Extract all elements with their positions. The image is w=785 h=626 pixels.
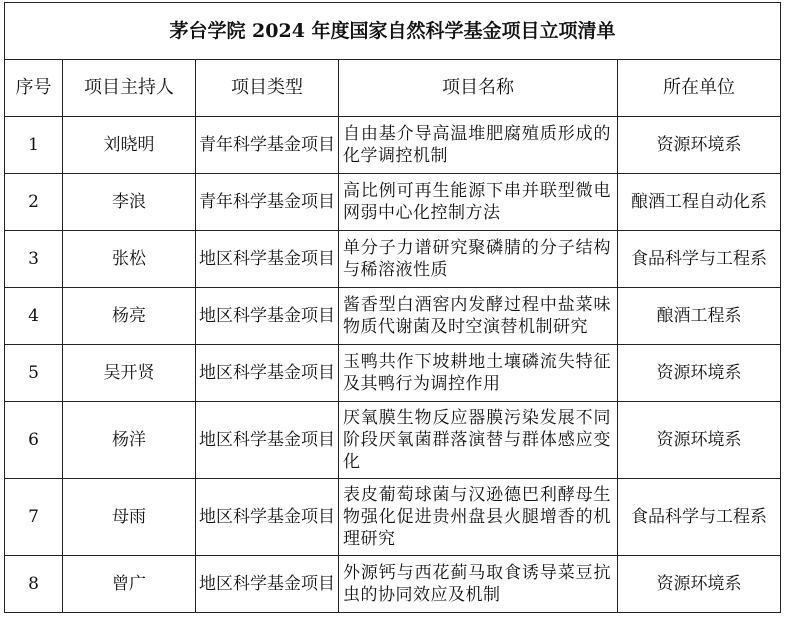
table-row <box>5 402 781 479</box>
row-type: 地区科学基金项目 <box>196 231 339 288</box>
row-seq: 5 <box>5 345 63 402</box>
row-unit: 酿酒工程自动化系 <box>618 174 781 231</box>
row-type: 地区科学基金项目 <box>196 288 339 345</box>
row-project-name <box>339 556 618 613</box>
row-host: 曾广 <box>63 556 196 613</box>
table-row <box>5 479 781 556</box>
row-unit: 资源环境系 <box>618 402 781 479</box>
row-type: 青年科学基金项目 <box>196 117 339 174</box>
row-host: 吴开贤 <box>63 345 196 402</box>
table-row <box>5 174 781 231</box>
row-type: 地区科学基金项目 <box>196 556 339 613</box>
header-unit: 所在单位 <box>618 60 781 117</box>
row-project-name-text: 厌氧膜生物反应器膜污染发展不同阶段厌氧菌群落演替与群体感应变化 <box>343 408 611 472</box>
row-seq: 8 <box>5 556 63 613</box>
row-host: 杨洋 <box>63 402 196 479</box>
row-unit: 食品科学与工程系 <box>618 479 781 556</box>
row-seq: 3 <box>5 231 63 288</box>
row-unit: 食品科学与工程系 <box>618 231 781 288</box>
row-project-name-text: 玉鸭共作下坡耕地土壤磷流失特征及其鸭行为调控作用 <box>343 352 611 394</box>
header-row <box>5 60 781 117</box>
table-row <box>5 345 781 402</box>
row-seq: 2 <box>5 174 63 231</box>
table-title: 茅台学院 2024 年度国家自然科学基金项目立项清单 <box>5 3 781 60</box>
row-project-name <box>339 479 618 556</box>
row-seq: 4 <box>5 288 63 345</box>
table-row <box>5 556 781 613</box>
row-seq: 7 <box>5 479 63 556</box>
row-project-name <box>339 288 618 345</box>
row-project-name-text: 单分子力谱研究聚磷腈的分子结构与稀溶液性质 <box>343 238 611 280</box>
row-host: 母雨 <box>63 479 196 556</box>
row-seq: 6 <box>5 402 63 479</box>
row-project-name <box>339 174 618 231</box>
row-project-name-text: 表皮葡萄球菌与汉逊德巴利酵母生物强化促进贵州盘县火腿增香的机理研究 <box>343 485 611 549</box>
header-seq: 序号 <box>5 60 63 117</box>
row-project-name <box>339 117 618 174</box>
row-unit: 酿酒工程系 <box>618 288 781 345</box>
row-unit: 资源环境系 <box>618 345 781 402</box>
row-project-name <box>339 345 618 402</box>
row-project-name-text: 外源钙与西花蓟马取食诱导菜豆抗虫的协同效应及机制 <box>343 563 611 605</box>
row-project-name-text: 自由基介导高温堆肥腐殖质形成的化学调控机制 <box>343 124 611 166</box>
row-host: 李浪 <box>63 174 196 231</box>
row-type: 地区科学基金项目 <box>196 345 339 402</box>
row-unit: 资源环境系 <box>618 117 781 174</box>
row-unit: 资源环境系 <box>618 556 781 613</box>
row-type: 地区科学基金项目 <box>196 479 339 556</box>
project-list-table <box>4 2 781 613</box>
row-type: 青年科学基金项目 <box>196 174 339 231</box>
table-row <box>5 117 781 174</box>
header-name: 项目名称 <box>339 60 618 117</box>
header-type: 项目类型 <box>196 60 339 117</box>
row-host: 杨亮 <box>63 288 196 345</box>
row-project-name <box>339 402 618 479</box>
table-row <box>5 288 781 345</box>
row-seq: 1 <box>5 117 63 174</box>
row-project-name <box>339 231 618 288</box>
header-host: 项目主持人 <box>63 60 196 117</box>
row-type: 地区科学基金项目 <box>196 402 339 479</box>
row-host: 刘晓明 <box>63 117 196 174</box>
table-row <box>5 231 781 288</box>
row-project-name-text: 酱香型白酒窖内发酵过程中盐菜味物质代谢菌及时空演替机制研究 <box>343 295 611 337</box>
row-host: 张松 <box>63 231 196 288</box>
row-project-name-text: 高比例可再生能源下串并联型微电网弱中心化控制方法 <box>343 181 611 223</box>
